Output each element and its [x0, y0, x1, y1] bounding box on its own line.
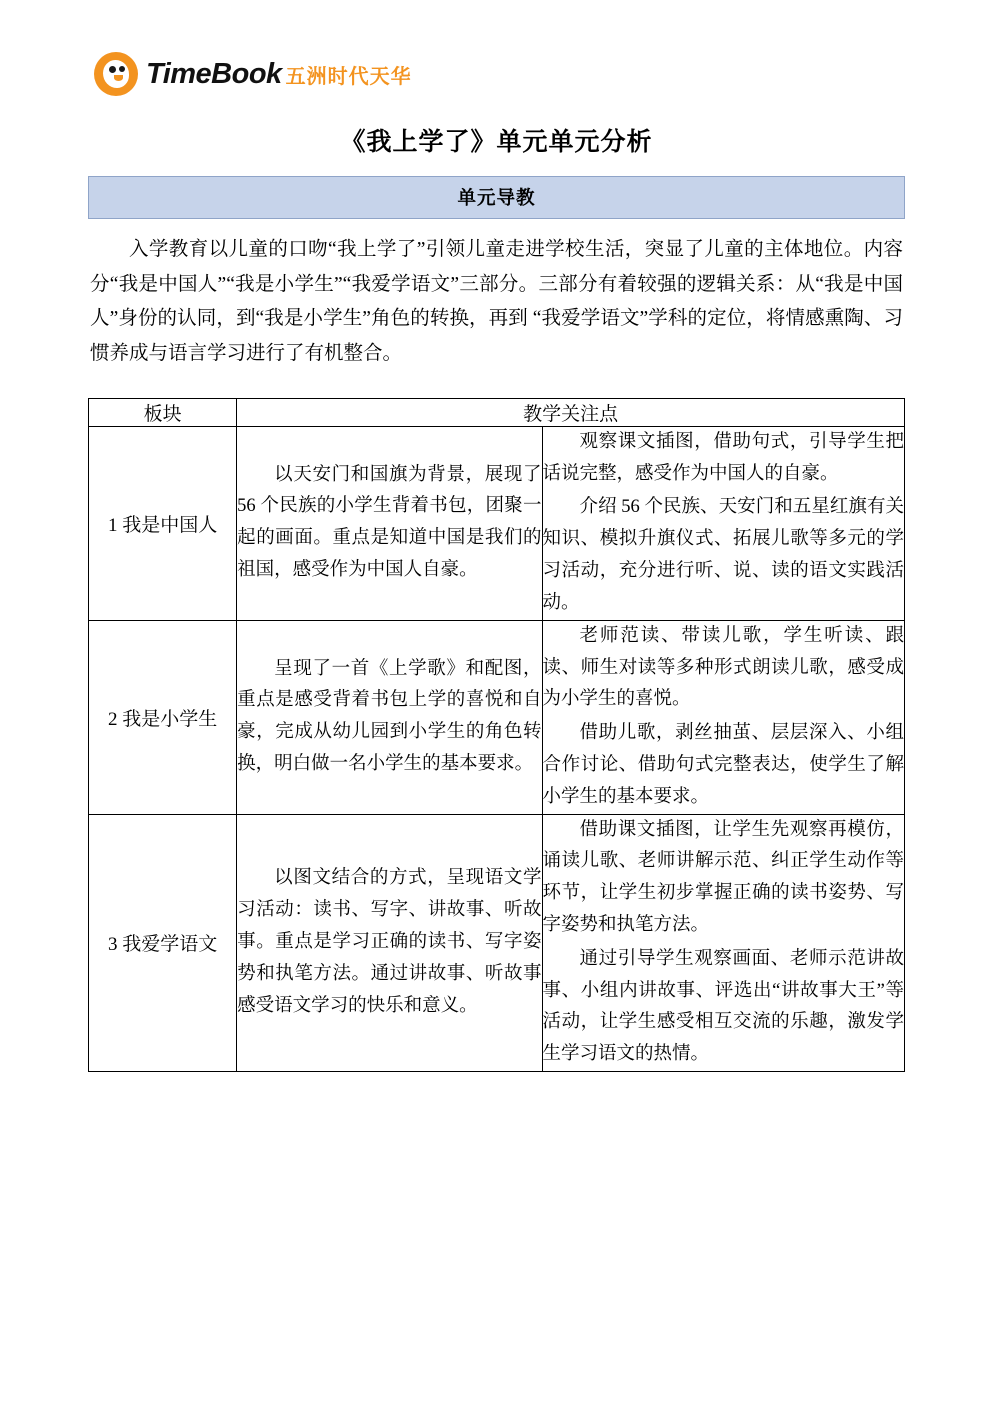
row-label-2: 2 我是小学生 [89, 620, 237, 814]
logo-text [146, 58, 412, 91]
row-focus-1 [542, 426, 904, 620]
row-focus-2-p2: 借助儿歌，剥丝抽茧、层层深入、小组合作讨论、借助句式完整表达，使学生了解小学生的基本要求。 [542, 723, 904, 807]
row-content-1-p1: 以天安门和国旗为背景，展现了 56 个民族的小学生背着书包，团聚一起的画面。重点是知道中国是我们的祖国，感受作为中国人自豪。 [237, 464, 542, 581]
row-content-1 [237, 426, 542, 620]
row-label-1: 1 我是中国人 [89, 426, 237, 620]
row-focus-1-p1: 观察课文插图，借助句式，引导学生把话说完整，感受作为中国人的自豪。 [542, 431, 904, 484]
table-row [89, 426, 905, 620]
row-focus-3-p1: 借助课文插图，让学生先观察再模仿，诵读儿歌、老师讲解示范、纠正学生动作等环节，让学生初步掌握正确的读书姿势、写字姿势和执笔方法。 [542, 819, 904, 935]
header-section: 板块 [89, 398, 237, 426]
section-header-unit-guide: 单元导教 [88, 176, 905, 219]
row-content-3-p1: 以图文结合的方式，呈现语文学习活动：读书、写字、讲故事、听故事。重点是学习正确的读书、写字姿势和执笔方法。通过讲故事、听故事感受语文学习的快乐和意义。 [237, 868, 542, 1016]
brand-logo [94, 46, 905, 102]
row-focus-2 [542, 620, 904, 814]
row-focus-3-p2: 通过引导学生观察画面、老师示范讲故事、小组内讲故事、评选出“讲故事大王”等活动，让学生感受相互交流的乐趣，激发学生学习语文的热情。 [542, 948, 904, 1065]
row-focus-1-p2: 介绍 56 个民族、天安门和五星红旗有关知识、模拟升旗仪式、拓展儿歌等多元的学习活动，充分进行听、说、读的语文实践活动。 [542, 497, 904, 613]
header-teaching-focus: 教学关注点 [237, 398, 905, 426]
row-focus-3 [542, 814, 904, 1072]
logo-chinese-name: 五洲时代天华 [285, 65, 412, 88]
page-title: 《我上学了》单元单元分析 [340, 129, 653, 156]
row-label-3: 3 我爱学语文 [89, 814, 237, 1072]
timebook-bird-logo-icon [94, 52, 138, 96]
table-header-row [89, 398, 905, 426]
row-content-3 [237, 814, 542, 1072]
logo-english-name: TimeBook [146, 57, 282, 90]
row-content-2-p1: 呈现了一首《上学歌》和配图，重点是感受背着书包上学的喜悦和自豪，完成从幼儿园到小学生的角色转换，明白做一名小学生的基本要求。 [237, 658, 542, 774]
table-row [89, 814, 905, 1072]
row-content-2 [237, 620, 542, 814]
unit-analysis-table [88, 398, 905, 1072]
row-focus-2-p1: 老师范读、带读儿歌，学生听读、跟读、师生对读等多种形式朗读儿歌，感受成为小学生的喜悦。 [542, 625, 904, 710]
intro-paragraph: 入学教育以儿童的口吻“我上学了”引领儿童走进学校生活，突显了儿童的主体地位。内容分“我是中国人”“我是小学生”“我爱学语文”三部分。三部分有着较强的逻辑关系：从“我是中国人”身份的认同，到“我是小学生”角色的转换，再到 “我爱学语文”学科的定位，将情感熏陶、习惯养成与语言学习进行了有机整合。 [90, 239, 903, 365]
table-row [89, 620, 905, 814]
